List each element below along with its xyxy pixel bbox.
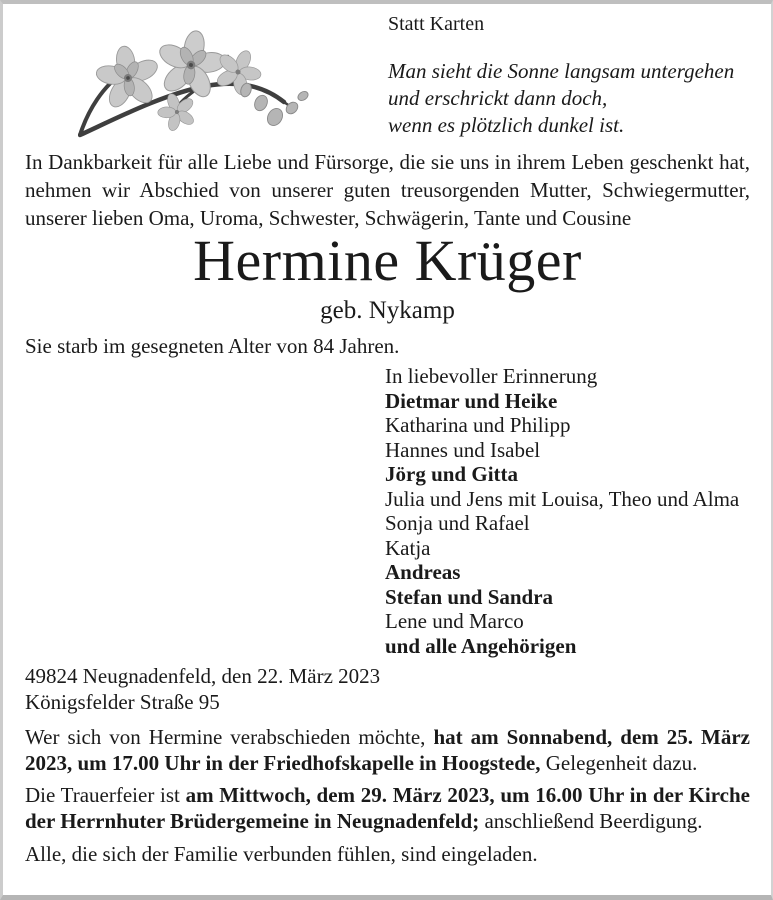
birth-name: geb. Nykamp	[320, 297, 455, 324]
list-line: Lene und Marco	[385, 609, 524, 633]
list-line: Katja	[385, 535, 431, 560]
list-line: Andreas	[385, 560, 461, 584]
list-line: Stefan und Sandra	[385, 584, 554, 609]
farewell-paragraph	[25, 724, 750, 776]
service-paragraph	[25, 782, 750, 834]
text-segment: am Mittwoch, dem 29. März 2023, um 16.00 Uhr in der Kirche der Herrnhuter Brüdergemeine in Neugnadenfeld;	[25, 783, 750, 833]
text-segment: Gelegenheit dazu.	[540, 751, 698, 775]
list-line: und alle Angehörigen	[385, 633, 577, 658]
orchid-flower	[207, 41, 270, 102]
text-segment: Die Trauerfeier ist	[25, 783, 186, 807]
mourners-heading: In liebevoller Erinnerung	[385, 364, 598, 388]
header	[25, 4, 750, 148]
closing-line: Alle, die sich der Familie verbunden fühlen, sind eingeladen.	[25, 842, 538, 866]
address-line-1: 49824 Neugnadenfeld, den 22. März 2023	[25, 664, 381, 688]
address-line-2: Königsfelder Straße 95	[25, 690, 220, 714]
memorial-verse	[388, 58, 758, 139]
list-line: Man sieht die Sonne langsam untergehen	[388, 59, 735, 83]
intro-paragraph: In Dankbarkeit für alle Liebe und Fürsorge, die sie uns in ihrem Leben geschenkt hat, nehmen wir Abschied von unserer guten treusorgenden Mutter, Schwiegermutter, unserer lieben Oma, Uroma, Schwester, Schwägerin, Tante und Cousine	[25, 150, 750, 230]
text-segment: hat am Sonnabend, dem 25. März 2023, um 17.00 Uhr in der Friedhofskapelle in Hoogstede,	[25, 725, 750, 775]
list-line: Katharina und Philipp	[385, 413, 571, 437]
text-segment: anschließend Beerdigung.	[479, 809, 703, 833]
list-line: Dietmar und Heike	[385, 388, 558, 413]
list-line: und erschrickt dann doch,	[388, 86, 608, 110]
mourners-list	[385, 364, 751, 658]
list-line: Jörg und Gitta	[385, 462, 519, 486]
orchid-image	[78, 28, 313, 143]
list-line: Hannes und Isabel	[385, 437, 541, 462]
list-line: Sonja und Rafael	[385, 511, 530, 535]
age-line: Sie starb im gesegneten Alter von 84 Jahren.	[25, 334, 400, 358]
list-line: Julia und Jens mit Louisa, Theo und Alma	[385, 486, 740, 511]
statt-karten-label: Statt Karten	[388, 13, 485, 35]
list-line: wenn es plötzlich dunkel ist.	[388, 113, 625, 137]
address-block	[25, 663, 750, 715]
mourners-names	[385, 389, 751, 659]
text-segment: Wer sich von Hermine verabschieden möchte,	[25, 725, 434, 749]
deceased-name: Hermine Krüger	[193, 228, 582, 293]
orchid-buds	[239, 82, 310, 129]
header-right	[388, 13, 758, 139]
